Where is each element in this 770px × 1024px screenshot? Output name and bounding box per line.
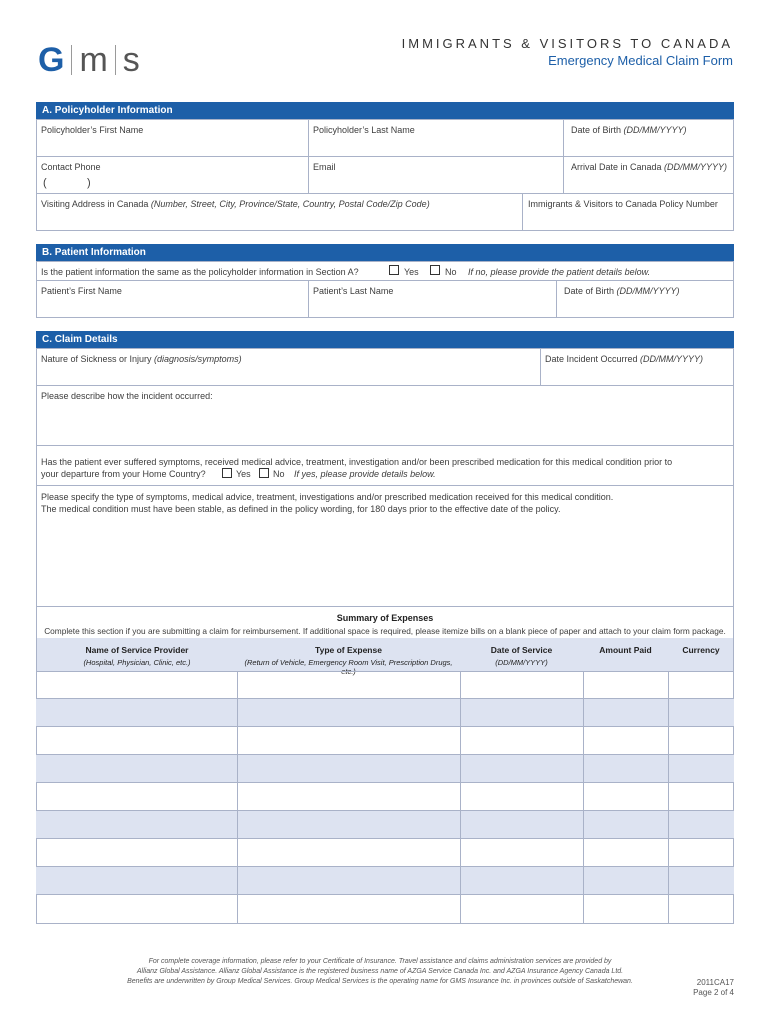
policy-number-field[interactable]: [522, 193, 734, 231]
col-title: Name of Service Provider: [85, 645, 189, 655]
expense-row[interactable]: [36, 755, 734, 783]
form-title: IMMIGRANTS & VISITORS TO CANADA: [401, 36, 733, 51]
col-currency: [668, 645, 734, 655]
form-code-block: [693, 978, 734, 998]
expense-row[interactable]: [36, 895, 734, 924]
patient-first-name-field[interactable]: [36, 280, 309, 318]
footer-line: Allianz Global Assistance. Allianz Global Assistance is the registered business name of AZGA Service Canada Inc. and AZGA Insurance Agency Canada Ltd.: [136, 968, 624, 975]
prior-condition-row: [36, 445, 734, 486]
expenses-instructions: Complete this section if you are submitting a claim for reimbursement. If additional space is required, please itemize bills on a blank piece of paper and attach to your claim form package.: [44, 626, 726, 636]
contact-phone-field[interactable]: [36, 156, 309, 194]
expense-row[interactable]: [36, 839, 734, 867]
expense-row[interactable]: [36, 727, 734, 755]
expense-row[interactable]: [36, 699, 734, 727]
expenses-title: Summary of Expenses: [336, 613, 434, 623]
phone-paren-open: (: [43, 177, 47, 189]
same-info-no-checkbox[interactable]: [430, 265, 440, 275]
section-b-heading: B. Patient Information: [36, 244, 734, 261]
patient-dob-field[interactable]: [556, 280, 734, 318]
logo-g: G: [38, 41, 65, 79]
field-label: Immigrants & Visitors to Canada Policy Number: [528, 199, 718, 209]
field-label: Visiting Address in Canada: [41, 199, 151, 209]
phone-paren-close: ): [87, 177, 91, 189]
field-hint: (DD/MM/YYYY): [640, 354, 704, 364]
policyholder-dob-field[interactable]: [563, 119, 734, 157]
field-hint: (DD/MM/YYYY): [623, 125, 687, 135]
form-code: 2011CA17: [696, 978, 734, 987]
footer-line: For complete coverage information, please refer to your Certificate of Insurance. Travel assistance and claims administration services are provided by: [148, 958, 612, 965]
logo-divider: [71, 45, 72, 75]
column-divider: [460, 671, 461, 924]
field-hint: (DD/MM/YYYY): [664, 162, 728, 172]
section-a-heading: A. Policyholder Information: [36, 102, 734, 119]
col-provider: [37, 645, 237, 667]
expense-row[interactable]: [36, 783, 734, 811]
field-label: Date of Birth: [571, 125, 624, 135]
col-title: Amount Paid: [599, 645, 652, 655]
if-yes-hint: If yes, please provide details below.: [294, 469, 436, 479]
patient-last-name-field[interactable]: [308, 280, 557, 318]
field-label: Policyholder’s Last Name: [313, 125, 415, 135]
arrival-date-field[interactable]: [563, 156, 734, 194]
field-hint: (diagnosis/symptoms): [154, 354, 242, 364]
column-divider: [237, 671, 238, 924]
field-label: Policyholder’s First Name: [41, 125, 144, 135]
logo-m: m: [79, 41, 108, 79]
field-label: Patient’s Last Name: [313, 286, 394, 296]
specify-line2: The medical condition must have been stable, as defined in the policy wording, for 180 days prior to the effective date of the policy.: [41, 504, 561, 514]
nature-of-sickness-field[interactable]: [36, 348, 541, 386]
field-label: Contact Phone: [41, 162, 101, 172]
field-hint: (DD/MM/YYYY): [616, 286, 680, 296]
column-divider: [583, 671, 584, 924]
yes-label: Yes: [404, 267, 419, 277]
logo-divider: [115, 45, 116, 75]
prior-no-checkbox[interactable]: [259, 468, 269, 478]
field-label: Email: [313, 162, 336, 172]
policyholder-first-name-field[interactable]: [36, 119, 309, 157]
incident-description-field[interactable]: [36, 385, 734, 446]
if-no-hint: If no, please provide the patient details below.: [468, 267, 651, 277]
page-number: Page 2 of 4: [693, 988, 734, 997]
col-title: Type of Expense: [315, 645, 382, 655]
footer-disclaimer: [100, 957, 660, 987]
expense-row[interactable]: [36, 867, 734, 895]
field-label: Arrival Date in Canada: [571, 162, 665, 172]
footer-line: Benefits are underwritten by Group Medical Services. Group Medical Services is the operating name for GMS Insurance Inc. in provinces outside of Saskatchewan.: [127, 978, 633, 985]
no-label: No: [273, 469, 285, 479]
policyholder-last-name-field[interactable]: [308, 119, 564, 157]
prior-question-line1: Has the patient ever suffered symptoms, received medical advice, treatment, investigation and/or been prescribed medication for this medical condition prior to: [41, 457, 673, 467]
yes-label: Yes: [236, 469, 251, 479]
prior-yes-checkbox[interactable]: [222, 468, 232, 478]
section-c-heading: C. Claim Details: [36, 331, 734, 348]
prior-details-field[interactable]: [36, 485, 734, 607]
field-hint: (Number, Street, City, Province/State, Country, Postal Code/Zip Code): [150, 199, 430, 209]
prior-question-line2: your departure from your Home Country?: [41, 469, 206, 479]
incident-date-field[interactable]: [540, 348, 734, 386]
column-divider: [668, 671, 669, 924]
gms-logo: [38, 41, 140, 79]
email-field[interactable]: [308, 156, 564, 194]
col-sub: (Hospital, Physician, Clinic, etc.): [83, 658, 191, 667]
col-sub: (Return of Vehicle, Emergency Room Visit, Prescription Drugs, etc.): [244, 658, 453, 676]
field-label: Please describe how the incident occurred:: [41, 391, 213, 401]
col-title: Date of Service: [490, 645, 553, 655]
col-amount-paid: [583, 645, 668, 655]
same-info-question: Is the patient information the same as the policyholder information in Section A?: [41, 267, 359, 277]
col-title: Currency: [682, 645, 720, 655]
no-label: No: [445, 267, 457, 277]
field-label: Nature of Sickness or Injury: [41, 354, 155, 364]
logo-s: s: [122, 41, 140, 79]
same-info-yes-checkbox[interactable]: [389, 265, 399, 275]
field-label: Date of Birth: [564, 286, 617, 296]
field-label: Patient’s First Name: [41, 286, 122, 296]
expense-row[interactable]: [36, 811, 734, 839]
expense-row[interactable]: [36, 671, 734, 699]
col-service-date: [460, 645, 583, 667]
form-subtitle: Emergency Medical Claim Form: [548, 53, 733, 68]
visiting-address-field[interactable]: [36, 193, 523, 231]
field-label: Date Incident Occurred: [545, 354, 641, 364]
specify-line1: Please specify the type of symptoms, medical advice, treatment, investigations and/or prescribed medication received for this medical condition.: [41, 492, 614, 502]
col-sub: (DD/MM/YYYY): [495, 658, 548, 667]
